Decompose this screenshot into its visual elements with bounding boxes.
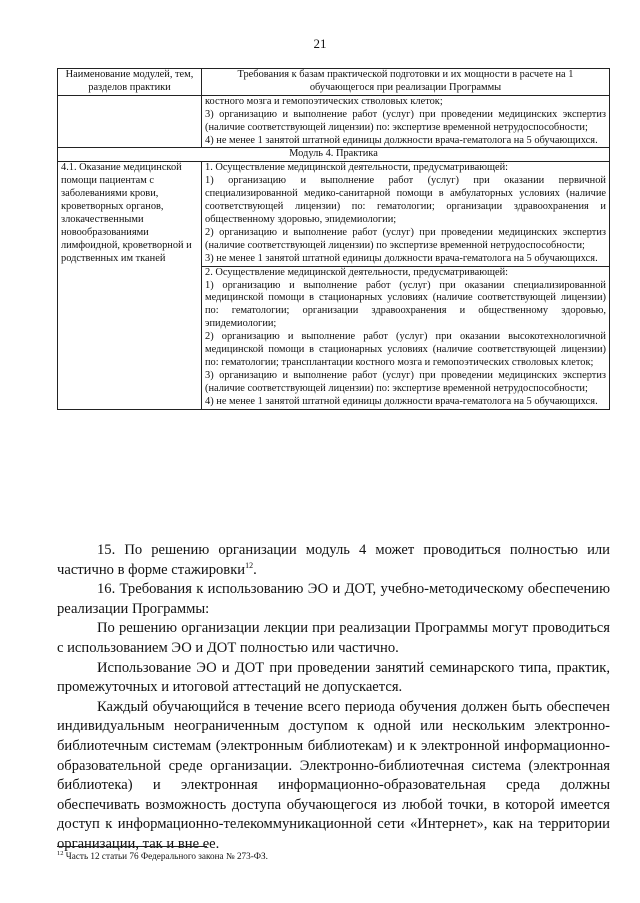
paragraph-15-end: . (253, 561, 257, 578)
paragraph-19: Каждый обучающийся в течение всего периода обучения должен быть обеспечен индивидуальным неограниченным доступом к одной или нескольким электронно-библиотечным системам (электронным библиотекам) и к электронной информационно-образовательной среде организации. Электронно-библиотечная система (электронная библиотека) и электронная информационно-образовательная среда должны обеспечивать возможность доступа обучающегося из любой точки, в которой имеется доступ к информационно-телекоммуникационной сети «Интернет», как на территории организации, так и вне ее. (57, 698, 610, 852)
topic-cell: 4.1. Оказание медицинской помощи пациентам с заболеваниями крови, кроветворных органов, злокачественными новообразованиями лимфоидной, кроветворной и родственных им тканей (58, 162, 202, 409)
header-col-requirements: Требования к базам практической подготовки и их мощности в расчете на 1 обучающегося при реализации Программы (202, 69, 610, 96)
requirements-block-2 (202, 266, 610, 409)
footnote-text: Часть 12 статьи 76 Федерального закона № 273-ФЗ. (63, 851, 268, 861)
module-title-row (58, 148, 610, 162)
paragraph-18: Использование ЭО и ДОТ при проведении занятий семинарского типа, практик, промежуточных и итоговой аттестаций не допускается. (57, 659, 610, 696)
paragraph-15 (57, 541, 610, 580)
continuation-cell (202, 95, 610, 148)
empty-cell (58, 95, 202, 148)
paragraph-17: По решению организации лекции при реализации Программы могут проводиться с использованием ЭО и ДОТ полностью или частично. (57, 620, 610, 656)
requirements-table (57, 68, 610, 410)
requirement-line: 1) организацию и выполнение работ (услуг) при оказании первичной специализированной медико-санитарной помощи в амбулаторных условиях (наличие соответствующей лицензии) по: гематологии; организации здравоохранения и общественному здоровью, эпидемиологии; (205, 175, 606, 225)
footnote-mark: 12 (57, 849, 64, 857)
footnote-ref: 12 (245, 560, 254, 570)
document-body (57, 541, 610, 855)
paragraph-16: 16. Требования к использованию ЭО и ДОТ, учебно-методическому обеспечению реализации Программы: (57, 581, 610, 617)
footnote (57, 851, 268, 862)
requirement-line: 2. Осуществление медицинской деятельности, предусматривающей: (205, 266, 509, 278)
continuation-line: 4) не менее 1 занятой штатной единицы должности врача-гематолога на 5 обучающихся. (205, 134, 598, 146)
continuation-line: 3) организацию и выполнение работ (услуг) при проведении медицинских экспертиз (наличие соответствующей лицензии) по: экспертизе временной нетрудоспособности; (205, 108, 606, 133)
requirements-block-1 (202, 162, 610, 266)
table-row-practice (58, 162, 610, 266)
table-row-continuation (58, 95, 610, 148)
requirement-line: 2) организацию и выполнение работ (услуг) при оказании высокотехнологичной медицинской помощи в стационарных условиях (наличие соответствующей лицензии) по: гематологии; трансплантации костного мозга и гемопоэтических стволовых клеток; (205, 331, 606, 368)
requirement-line: 1) организацию и выполнение работ (услуг) при оказании специализированной медицинской помощи в стационарных условиях (наличие соответствующей лицензии) по: гематологии; организации здравоохранения и общественному здоровью, эпидемиологии; (205, 279, 606, 330)
requirement-line: 2) организацию и выполнение работ (услуг) при проведении медицинских экспертиз (наличие соответствующей лицензии) по экспертизе временной нетрудоспособности; (205, 226, 606, 251)
page-number: 21 (313, 36, 327, 51)
footnote-divider (57, 846, 207, 847)
continuation-line: костного мозга и гемопоэтических стволовых клеток; (205, 95, 443, 107)
requirement-line: 3) организацию и выполнение работ (услуг) при проведении медицинских экспертиз (наличие соответствующей лицензии) по: экспертизе временной нетрудоспособности; (205, 369, 606, 394)
module-title: Модуль 4. Практика (58, 148, 610, 162)
paragraph-15-text: 15. По решению организации модуль 4 может проводиться полностью или частично в форме стажировки (57, 542, 610, 578)
header-col-modules: Наименование модулей, тем, разделов практики (58, 69, 202, 96)
requirement-line: 1. Осуществление медицинской деятельности, предусматривающей: (205, 162, 509, 174)
requirement-line: 3) не менее 1 занятой штатной единицы должности врача-гематолога на 5 обучающихся. (205, 252, 598, 264)
requirement-line: 4) не менее 1 занятой штатной единицы должности врача-гематолога на 5 обучающихся. (205, 395, 598, 407)
table-header-row (58, 69, 610, 96)
